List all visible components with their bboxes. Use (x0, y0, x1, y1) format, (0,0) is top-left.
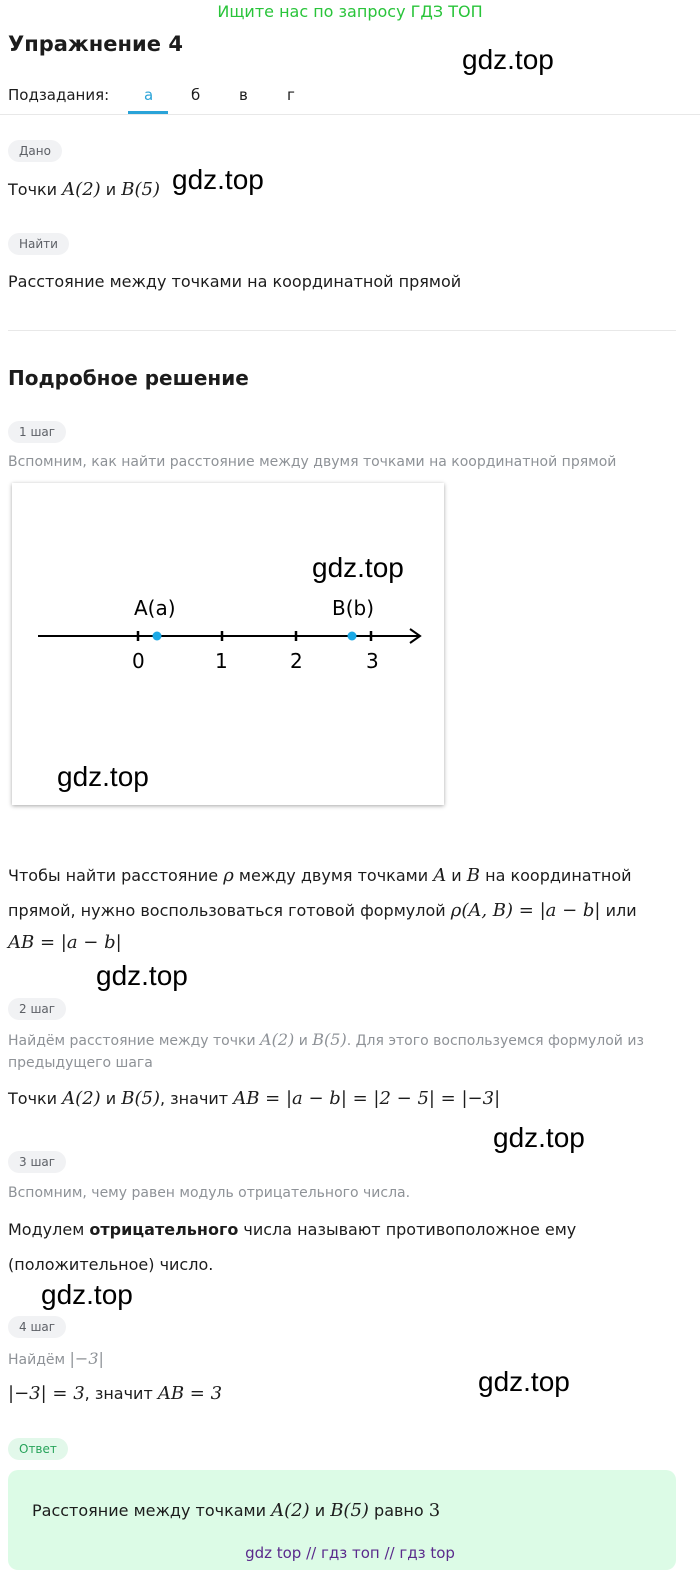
step3-badge: 3 шаг (8, 1151, 66, 1173)
text-fragment: числа называют противоположное ему (243, 1220, 577, 1239)
given-point-b: B(5) (121, 179, 160, 200)
text-fragment: равно (374, 1501, 424, 1520)
watermark: gdz.top (478, 1366, 570, 1397)
point-a (153, 632, 162, 641)
step2-hint-line2: предыдущего шага (8, 1055, 153, 1071)
tab-a[interactable]: а (144, 86, 154, 104)
text-fragment: и (314, 1501, 326, 1520)
answer-text (32, 1500, 440, 1521)
tab-g[interactable]: г (287, 86, 295, 104)
step2-line (8, 1088, 500, 1109)
section-divider (8, 330, 676, 331)
number-line-figure (12, 483, 444, 805)
find-badge: Найти (8, 233, 69, 255)
search-banner: Ищите нас по запросу ГДЗ ТОП (217, 2, 483, 21)
tab-b[interactable]: б (191, 86, 201, 104)
step4-hint (8, 1349, 104, 1368)
math-b: B(5) (330, 1500, 369, 1521)
bold-fragment: отрицательного (89, 1220, 239, 1239)
tick-label-2: 2 (290, 649, 303, 673)
math-formula: ρ(A, B) = |a − b| (450, 900, 601, 921)
math-formula: AB = 3 (157, 1383, 223, 1404)
tick-label-0: 0 (132, 649, 145, 673)
math-b: B(5) (121, 1088, 160, 1109)
step1-badge: 1 шаг (8, 421, 66, 443)
step4-line (8, 1383, 222, 1404)
math-a: A(2) (260, 1030, 295, 1049)
watermark: gdz.top (57, 761, 149, 792)
step3-paragraph-line1 (8, 1220, 576, 1239)
answer-value: 3 (428, 1500, 441, 1521)
watermark: gdz.top (462, 44, 554, 75)
text-fragment: , значит (84, 1384, 153, 1403)
text-fragment: или (605, 901, 637, 920)
subtasks-label: Подзадания: (8, 86, 110, 104)
text-fragment: между двумя точками (238, 866, 429, 885)
find-text: Расстояние между точками на координатной прямой (8, 272, 462, 291)
tab-v[interactable]: в (239, 86, 248, 104)
page-title: Упражнение 4 (8, 32, 183, 56)
watermark: gdz.top (96, 960, 188, 991)
given-and: и (105, 180, 117, 199)
given-badge: Дано (8, 140, 62, 162)
step1-paragraph-line1 (8, 865, 632, 886)
watermark: gdz.top (493, 1122, 585, 1153)
step4-badge: 4 шаг (8, 1316, 66, 1338)
given-point-a: A(2) (62, 179, 101, 200)
text-fragment: . Для этого воспользуемся формулой из (346, 1033, 644, 1049)
text-fragment: Найдём расстояние между точки (8, 1033, 256, 1049)
text-fragment: и (105, 1089, 117, 1108)
given-line (8, 179, 160, 200)
math-a: A(2) (271, 1500, 310, 1521)
step1-paragraph-line2 (8, 900, 637, 921)
tick-label-3: 3 (366, 649, 379, 673)
step2-hint-line1 (8, 1030, 644, 1049)
label-point-b: B(b) (332, 596, 375, 620)
text-fragment: Найдём (8, 1352, 66, 1368)
label-point-a: A(a) (134, 596, 176, 620)
text-fragment: Точки (8, 1089, 58, 1108)
step2-badge: 2 шаг (8, 998, 66, 1020)
answer-badge: Ответ (8, 1438, 68, 1460)
math-formula: |−3| (69, 1349, 104, 1368)
text-fragment: прямой, нужно воспользоваться готовой формулой (8, 901, 446, 920)
text-fragment: Модулем (8, 1220, 85, 1239)
text-fragment: и (298, 1033, 308, 1049)
math-b: B(5) (312, 1030, 347, 1049)
math-a: A(2) (62, 1088, 101, 1109)
step1-paragraph-line3 (8, 932, 122, 953)
watermark: gdz.top (312, 552, 404, 583)
point-b (348, 632, 357, 641)
math-b: B (466, 865, 481, 886)
step3-paragraph-line2: (положительное) число. (8, 1255, 214, 1274)
text-fragment: и (451, 866, 462, 885)
step1-hint: Вспомним, как найти расстояние между двумя точками на координатной прямой (8, 454, 617, 470)
solution-heading: Подробное решение (8, 366, 249, 390)
watermark: gdz.top (172, 164, 264, 195)
text-fragment: на координатной (485, 866, 632, 885)
text-fragment: Чтобы найти расстояние (8, 866, 219, 885)
tick-label-1: 1 (215, 649, 228, 673)
math-rho: ρ (223, 865, 234, 886)
text-fragment: Расстояние между точками (32, 1501, 267, 1520)
math-formula: AB = |a − b| (8, 932, 122, 953)
math-formula: AB = |a − b| = |2 − 5| = |−3| (233, 1088, 501, 1109)
math-a: A (433, 865, 447, 886)
tabs-divider (0, 114, 700, 115)
number-line-svg (12, 483, 444, 805)
watermark: gdz.top (41, 1279, 133, 1310)
given-prefix: Точки (8, 180, 58, 199)
footer-links[interactable]: gdz top // гдз топ // гдз top (245, 1544, 455, 1562)
math-formula: |−3| = 3 (8, 1383, 85, 1404)
step3-hint: Вспомним, чему равен модуль отрицательного числа. (8, 1185, 411, 1201)
text-fragment: , значит (160, 1089, 229, 1108)
